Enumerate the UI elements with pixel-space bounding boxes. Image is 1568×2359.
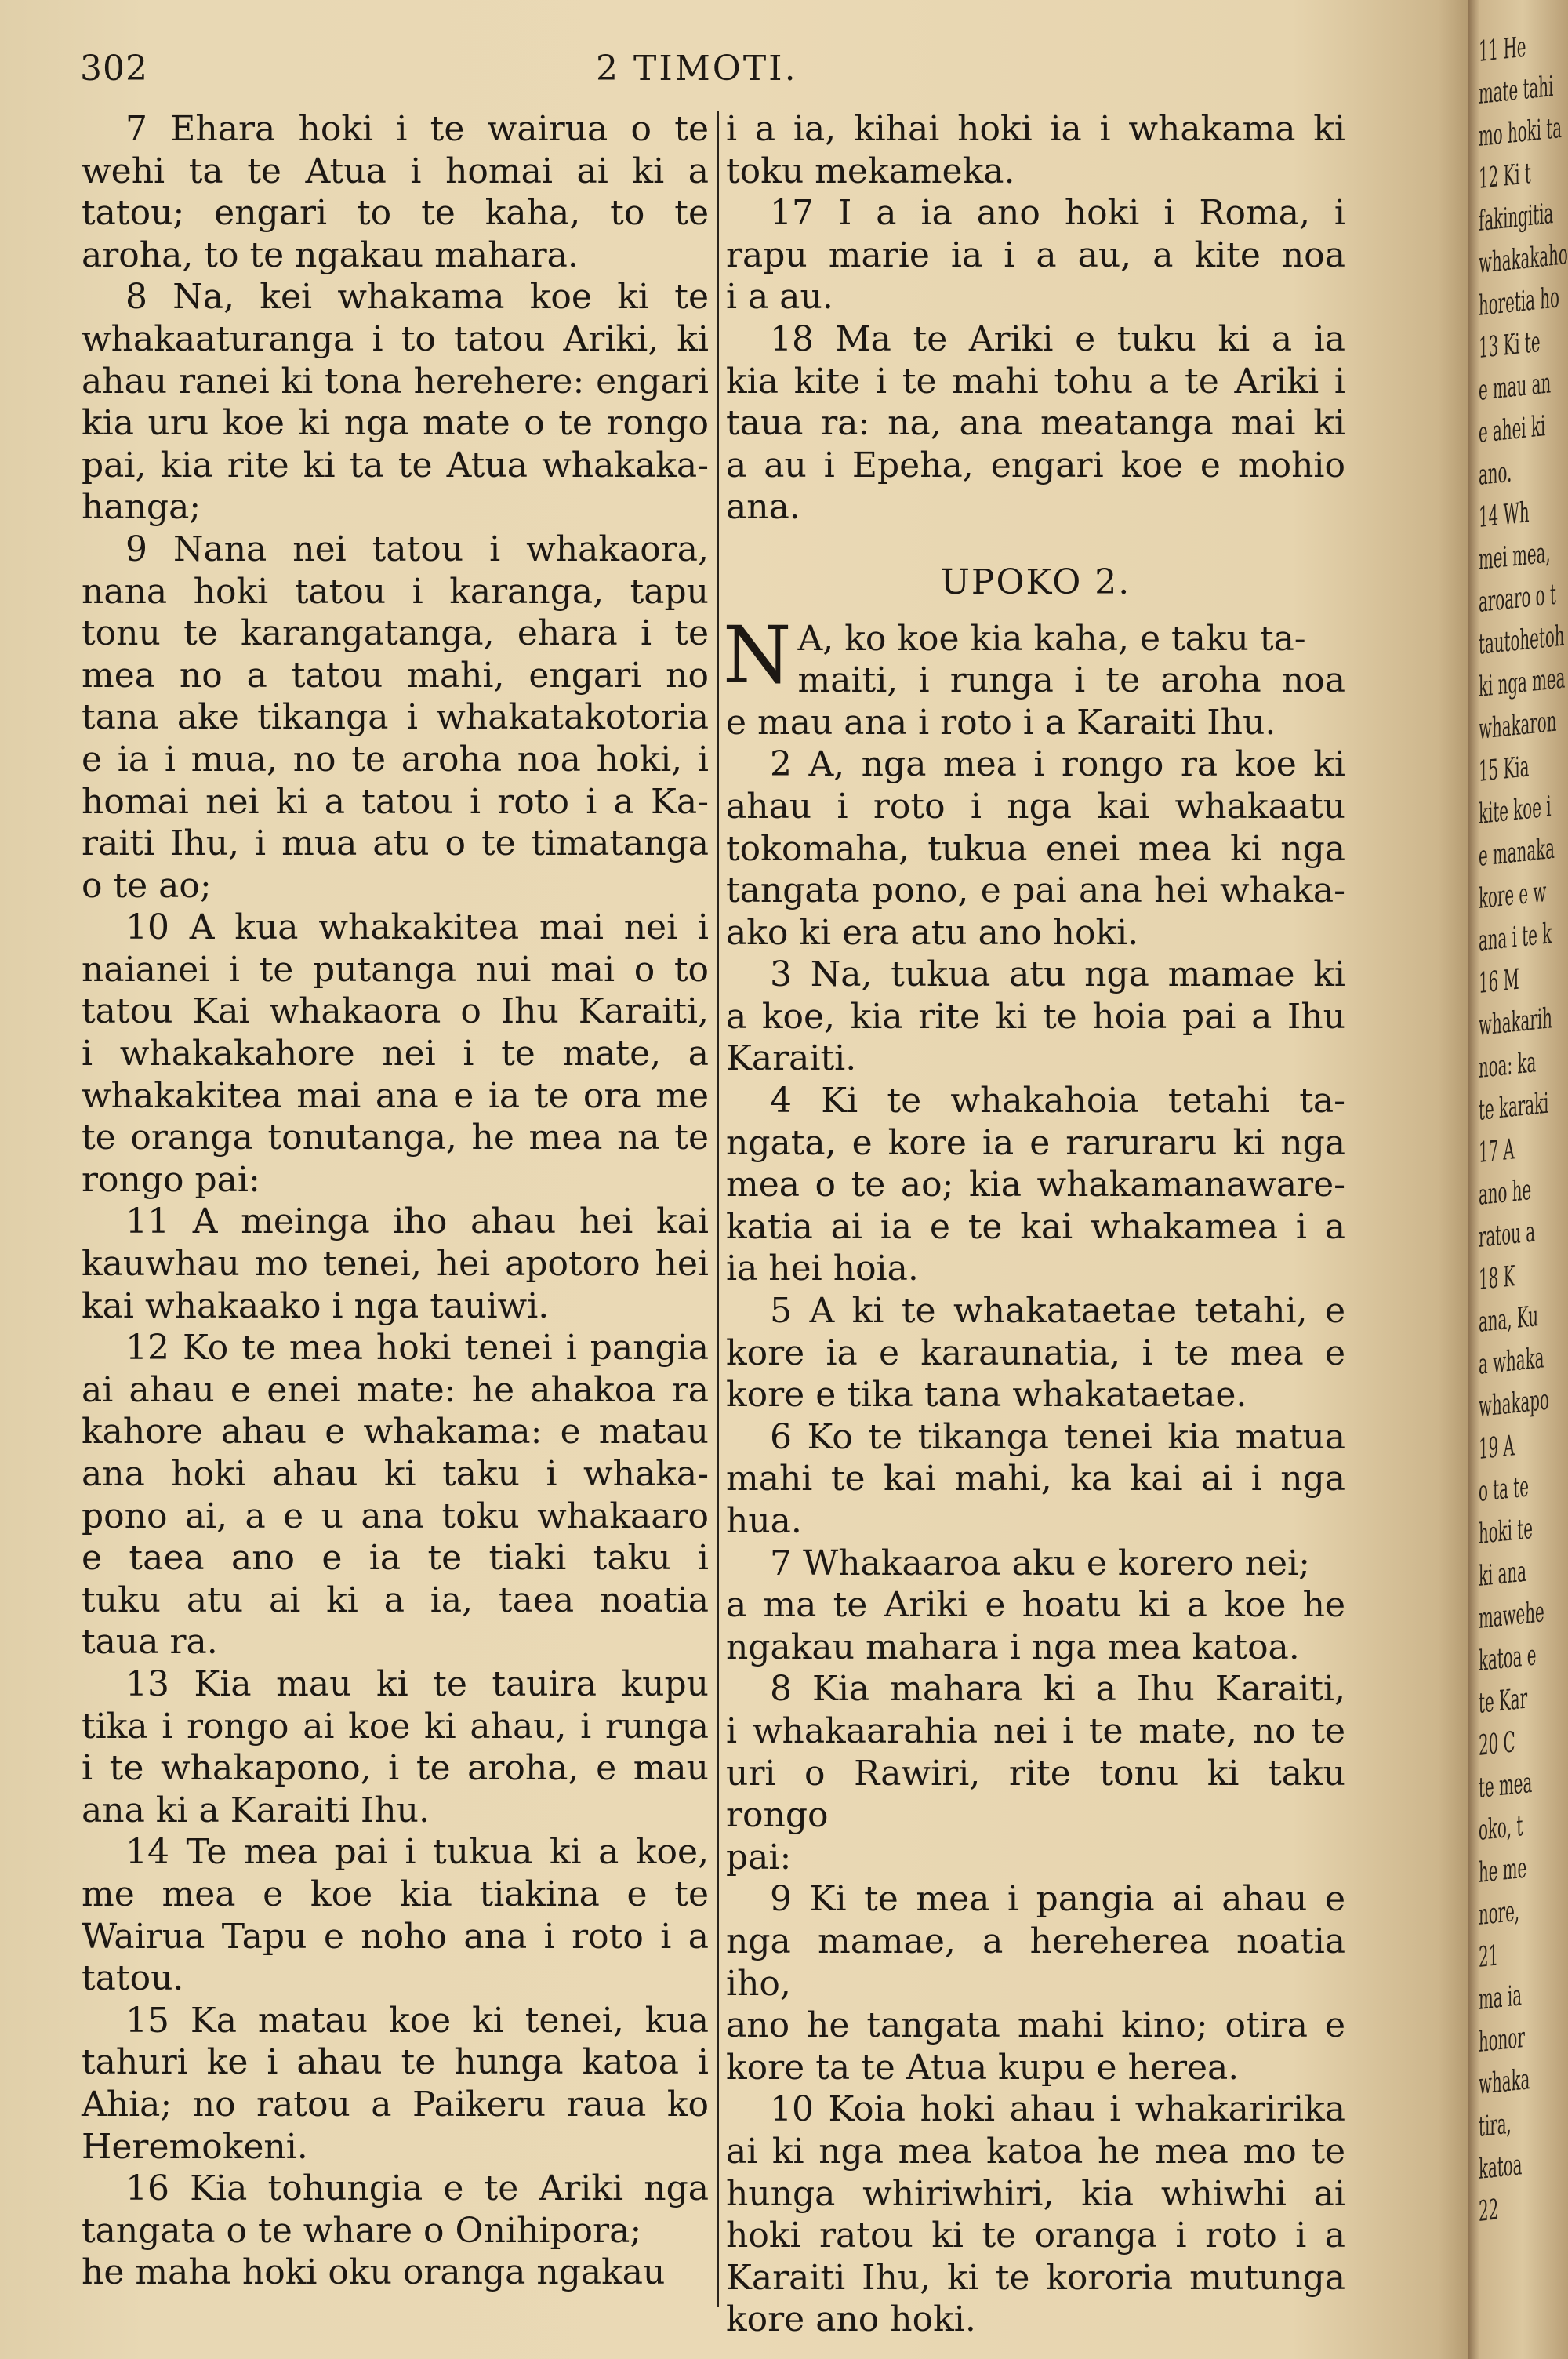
facing-page-line: honor <box>1479 2021 1525 2059</box>
text-line: i a au. <box>726 277 833 318</box>
text-line: Karaiti Ihu, ki te kororia mutunga <box>726 2257 1345 2298</box>
text-line: 9 Ki te mea i pangia ai ahau e <box>770 1879 1345 1920</box>
left-text-column <box>82 108 709 2294</box>
text-line: tana ake tikanga i whakatakotoria <box>82 697 709 738</box>
text-line: nga mamae, a hereherea noatia iho, <box>726 1921 1345 2004</box>
chapter-2-opening <box>723 609 1345 2341</box>
facing-page-line: te mea <box>1479 1766 1533 1805</box>
text-line: kia kite i te mahi tohu a te Ariki i <box>726 361 1345 402</box>
text-line: 16 Kia tohungia e te Ariki nga <box>125 2168 709 2209</box>
facing-page-line: ma ia <box>1479 1979 1523 2016</box>
text-line: i te whakapono, i te aroha, e mau <box>82 1748 709 1789</box>
text-line: pai, kia rite ki ta te Atua whakaka- <box>82 445 709 485</box>
facing-page-line: ratou a <box>1479 1216 1535 1254</box>
facing-page-line: e mau an <box>1479 367 1552 407</box>
facing-page-line: katoa <box>1479 2149 1523 2186</box>
text-line: mea o te ao; kia whakamanaware- <box>726 1165 1345 1205</box>
text-line: mahi te kai mahi, ka kai ai i nga <box>726 1459 1345 1499</box>
facing-page-line: te karaki <box>1479 1087 1549 1127</box>
text-line: 8 Na, kei whakama koe ki te <box>125 277 709 318</box>
text-line: 10 Koia hoki ahau i whakaririka <box>770 2089 1345 2130</box>
text-line: me mea e koe kia tiakina e te <box>82 1874 709 1914</box>
text-line: maiti, i runga i te aroha noa <box>797 660 1345 701</box>
column-divider <box>717 111 719 2307</box>
text-line: o te ao; <box>82 865 212 906</box>
text-line: he maha hoki oku oranga ngakau <box>82 2252 666 2293</box>
facing-page-line: ana i te k <box>1479 918 1552 958</box>
text-line: a au i Epeha, engari koe e mohio <box>726 445 1345 485</box>
facing-page-line: 19 A <box>1479 1430 1515 1466</box>
text-line: katia ai ia e te kai whakamea i a <box>726 1206 1345 1247</box>
facing-page-line: mate tahi <box>1479 70 1554 111</box>
text-line: hoki ratou ki te oranga i roto i a <box>726 2215 1345 2256</box>
text-line: 13 Kia mau ki te tauira kupu <box>125 1663 709 1704</box>
text-line: 6 Ko te tikanga tenei kia matua <box>770 1416 1345 1457</box>
facing-page-line: he me <box>1479 1852 1527 1889</box>
text-line: homai nei ki a tatou i roto i a Ka- <box>82 781 709 822</box>
text-line: whakaaturanga i to tatou Ariki, ki <box>82 318 709 359</box>
text-line: e mau ana i roto i a Karaiti Ihu. <box>726 702 1276 743</box>
text-line: 4 Ki te whakahoia tetahi ta- <box>770 1081 1345 1121</box>
facing-page-line: tira, <box>1479 2107 1512 2143</box>
text-line: mea no a tatou mahi, engari no <box>82 655 709 696</box>
facing-page-line: whakaron <box>1479 705 1557 746</box>
text-line: kai whakaako i nga tauiwi. <box>82 1285 550 1326</box>
facing-page-line: nore, <box>1479 1895 1520 1932</box>
facing-page-line: whakarih <box>1479 1002 1552 1042</box>
text-line: raiti Ihu, i mua atu o te timatanga <box>82 823 709 864</box>
text-line: tonu te karangatanga, ehara i te <box>82 613 709 654</box>
facing-page-line: ana, Ku <box>1479 1300 1539 1339</box>
text-line: ngata, e kore ia e raruraru ki nga <box>726 1122 1345 1163</box>
right-text-column <box>723 108 1345 2341</box>
facing-page-line: ano. <box>1479 456 1512 492</box>
text-line: ana hoki ahau ki taku i whaka- <box>82 1454 709 1494</box>
text-line: kore ano hoki. <box>726 2299 976 2340</box>
chapter-1-ending <box>726 108 1345 529</box>
facing-page-line: e ahei ki <box>1479 410 1546 449</box>
text-line: taua ra: na, ana meatanga mai ki <box>726 403 1345 444</box>
text-line: tika i rongo ai koe ki ahau, i runga <box>82 1706 709 1747</box>
text-line: tuku atu ai ki a ia, taea noatia <box>82 1579 709 1620</box>
facing-page-line: o ta te <box>1479 1470 1529 1508</box>
text-line: 7 Whakaaroa aku e korero nei; <box>770 1543 1310 1583</box>
text-line: pai: <box>726 1837 792 1877</box>
drop-cap-letter: N <box>723 609 792 701</box>
facing-page-line: ki ana <box>1479 1555 1526 1593</box>
facing-page-line: 12 Ki t <box>1479 157 1531 195</box>
text-line: 10 A kua whakakitea mai nei i <box>125 907 709 948</box>
facing-page-line: mawehe <box>1479 1596 1544 1635</box>
text-line: Ahia; no ratou a Paikeru raua ko <box>82 2084 709 2125</box>
facing-page-line: 20 C <box>1479 1726 1515 1762</box>
text-line: 5 A ki te whakataetae tetahi, e <box>770 1291 1345 1332</box>
facing-page-line: 18 K <box>1479 1260 1515 1296</box>
text-line: kia uru koe ki nga mate o te rongo <box>82 403 709 444</box>
text-line: nana hoki tatou i karanga, tapu <box>82 571 709 612</box>
text-line: tatou Kai whakaora o Ihu Karaiti, <box>82 991 709 1032</box>
facing-page-line: ki nga mea <box>1479 662 1566 703</box>
text-line: ahau i roto i nga kai whakaatu <box>726 786 1345 827</box>
text-line: 14 Te mea pai i tukua ki a koe, <box>125 1832 709 1873</box>
text-line: 7 Ehara hoki i te wairua o te <box>125 109 709 149</box>
page-number: 302 <box>80 49 148 89</box>
text-line: tokomaha, tukua enei mea ki nga <box>726 828 1345 869</box>
facing-page-line: 16 M <box>1479 963 1519 1000</box>
facing-page-line: 22 <box>1479 2194 1499 2228</box>
text-line: ahau ranei ki tona herehere: engari <box>82 361 709 402</box>
text-line: uri o Rawiri, rite tonu ki taku rongo <box>726 1753 1345 1836</box>
facing-page-edge <box>1468 0 1568 2359</box>
facing-page-line: fakingitia <box>1479 197 1554 238</box>
text-line: pono ai, a e u ana toku whakaaro <box>82 1496 709 1536</box>
text-line: taua ra. <box>82 1622 218 1663</box>
facing-page-line: tautohetoh <box>1479 620 1565 661</box>
text-line: ia hei hoia. <box>726 1249 919 1289</box>
text-line: 17 I a ia ano hoki i Roma, i <box>770 193 1345 234</box>
text-line: hunga whiriwhiri, kia whiwhi ai <box>726 2173 1345 2214</box>
facing-page-line: mo hoki ta <box>1479 111 1563 153</box>
text-line: tangata o te whare o Onihipora; <box>82 2210 642 2251</box>
facing-page-line: aroaro o t <box>1479 578 1556 619</box>
text-line: kore ia e karaunatia, i te mea e <box>726 1332 1345 1373</box>
text-line: kahore ahau e whakama: e matau <box>82 1412 709 1452</box>
text-line: whakakitea mai ana e ia te ora me <box>82 1075 709 1116</box>
facing-page-line: 15 Kia <box>1479 751 1530 788</box>
text-line: ana. <box>726 487 800 528</box>
text-line: tatou. <box>82 1958 184 1999</box>
text-line: 9 Nana nei tatou i whakaora, <box>125 529 709 569</box>
text-line: rongo pai: <box>82 1159 260 1200</box>
text-line: 11 A meinga iho ahau hei kai <box>125 1201 709 1242</box>
text-line: Heremokeni. <box>82 2126 308 2167</box>
facing-page-line: kore e w <box>1479 875 1547 915</box>
text-line: 2 A, nga mea i rongo ra koe ki <box>770 744 1345 785</box>
facing-page-line: e manaka <box>1479 832 1555 873</box>
text-line: ai ki nga mea katoa he mea mo te <box>726 2131 1345 2172</box>
text-line: 15 Ka matau koe ki tenei, kua <box>125 2000 709 2041</box>
text-line: hua. <box>726 1501 802 1541</box>
text-line: Karaiti. <box>726 1038 857 1079</box>
text-line: i a ia, kihai hoki ia i whakama ki <box>726 109 1345 149</box>
text-line: 12 Ko te mea hoki tenei i pangia <box>125 1328 709 1369</box>
facing-page-line: 11 He <box>1479 31 1526 68</box>
chapter-first-line: A, ko koe kia kaha, e taku ta- <box>797 618 1306 659</box>
running-title: 2 TIMOTI. <box>596 49 798 89</box>
facing-page-line: a whaka <box>1479 1342 1544 1381</box>
facing-page-line: whakakaho <box>1479 238 1568 280</box>
facing-page-line: 13 Ki te <box>1479 325 1541 365</box>
text-line: wehi ta te Atua i homai ai ki a <box>82 151 709 191</box>
text-line: ana ki a Karaiti Ihu. <box>82 1790 430 1830</box>
text-line: tahuri ke i ahau te hunga katoa i <box>82 2042 709 2083</box>
facing-page-line: 21 <box>1479 1939 1499 1974</box>
text-line: tangata pono, e pai ana hei whaka- <box>726 871 1345 911</box>
text-line: ai ahau e enei mate: he ahakoa ra <box>82 1369 709 1410</box>
text-line: kauwhau mo tenei, hei apotoro hei <box>82 1244 709 1285</box>
facing-page-line: horetia ho <box>1479 282 1559 322</box>
text-line: ako ki era atu ano hoki. <box>726 912 1139 953</box>
facing-page-line: noa: ka <box>1479 1046 1537 1085</box>
facing-page-line: 17 A <box>1479 1133 1515 1169</box>
text-line: Wairua Tapu e noho ana i roto i a <box>82 1916 709 1957</box>
text-line: kore ta te Atua kupu e herea. <box>726 2047 1240 2088</box>
facing-page-line: mei mea, <box>1479 536 1551 576</box>
text-line: 8 Kia mahara ki a Ihu Karaiti, <box>770 1669 1345 1710</box>
text-line: naianei i te putanga nui mai o to <box>82 949 709 990</box>
facing-page-line: hoki te <box>1479 1512 1533 1550</box>
facing-page-line: 14 Wh <box>1479 496 1530 534</box>
text-line: i whakakahore nei i te mate, a <box>82 1034 709 1074</box>
text-line: e ia i mua, no te aroha noa hoki, i <box>82 739 709 780</box>
text-line: a koe, kia rite ki te hoia pai a Ihu <box>726 996 1345 1037</box>
facing-page-line: whakapo <box>1479 1383 1549 1423</box>
facing-page-line: te Kar <box>1479 1682 1528 1720</box>
text-line: rapu marie ia i a au, a kite noa <box>726 234 1345 275</box>
facing-page-line: katoa e <box>1479 1639 1537 1677</box>
text-line: i whakaarahia nei i te mate, no te <box>726 1710 1345 1751</box>
text-line: e taea ano e ia te tiaki taku i <box>82 1538 709 1579</box>
facing-page-line: oko, t <box>1479 1810 1523 1847</box>
text-line: a ma te Ariki e hoatu ki a koe he <box>726 1585 1345 1626</box>
facing-page-text <box>1479 27 1568 2234</box>
text-line: kore e tika tana whakataetae. <box>726 1375 1247 1416</box>
text-line: ngakau mahara i nga mea katoa. <box>726 1627 1300 1667</box>
facing-page-line: ano he <box>1479 1173 1532 1212</box>
text-line: 18 Ma te Ariki e tuku ki a ia <box>770 318 1345 359</box>
text-line: te oranga tonutanga, he mea na te <box>82 1118 709 1158</box>
text-line: toku mekameka. <box>726 151 1015 191</box>
facing-page-line: whaka <box>1479 2063 1530 2101</box>
facing-page-line: kite koe i <box>1479 791 1552 831</box>
chapter-heading: UPOKO 2. <box>940 562 1131 602</box>
text-line: 3 Na, tukua atu nga mamae ki <box>770 954 1345 995</box>
text-line: ano he tangata mahi kino; otira e <box>726 2005 1345 2046</box>
text-line: tatou; engari to te kaha, to te <box>82 193 709 234</box>
text-line: aroha, to te ngakau mahara. <box>82 234 579 275</box>
text-line: hanga; <box>82 487 201 528</box>
